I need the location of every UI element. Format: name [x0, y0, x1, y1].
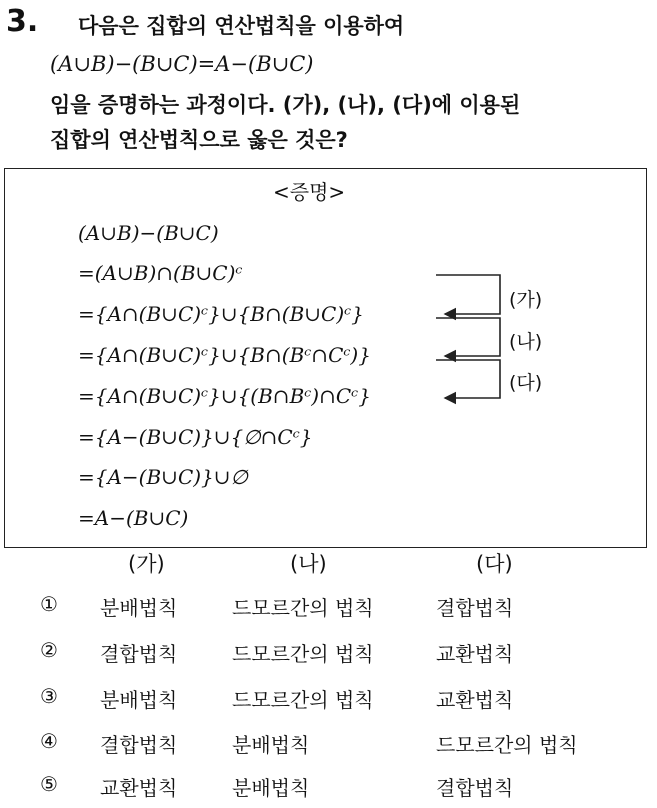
proof-step: ={A∩(B∪C)ᶜ}∪{(B∩Bᶜ)∩Cᶜ} [78, 384, 371, 408]
question-text-line4: 집합의 연산법칙으로 옳은 것은? [50, 128, 348, 152]
header-ga: (가) [128, 552, 165, 576]
option-cell-c: 결합법칙 [436, 776, 514, 800]
tag-na: (나) [509, 331, 543, 353]
proof-title: <증명> [273, 180, 346, 204]
option-number: ② [40, 638, 58, 662]
question-number: 3. [6, 4, 39, 39]
option-cell-b: 드모르간의 법칙 [232, 642, 374, 666]
arrow-ga [436, 275, 500, 314]
question-identity: (A∪B)−(B∪C)=A−(B∪C) [50, 52, 314, 76]
option-cell-b: 분배법칙 [232, 776, 310, 800]
proof-step: =A−(B∪C) [78, 506, 189, 530]
proof-step: ={A−(B∪C)}∪∅ [78, 465, 248, 489]
option-cell-a: 결합법칙 [100, 733, 178, 757]
proof-step: ={A∩(B∪C)ᶜ}∪{B∩(B∪C)ᶜ} [78, 302, 364, 326]
option-number: ① [40, 592, 58, 616]
header-na: (나) [290, 552, 327, 576]
option-cell-b: 드모르간의 법칙 [232, 688, 374, 712]
proof-step: =(A∪B)∩(B∪C)ᶜ [78, 261, 243, 285]
option-cell-c: 교환법칙 [436, 642, 514, 666]
question-text-line3: 임을 증명하는 과정이다. (가), (나), (다)에 이용된 [50, 93, 521, 117]
option-cell-a: 결합법칙 [100, 642, 178, 666]
arrow-na [436, 318, 500, 356]
question-text-line1: 다음은 집합의 연산법칙을 이용하여 [78, 14, 405, 38]
option-cell-a: 분배법칙 [100, 688, 178, 712]
proof-step: ={A∩(B∪C)ᶜ}∪{B∩(Bᶜ∩Cᶜ)} [78, 343, 371, 367]
arrow-da [436, 360, 500, 398]
option-number: ③ [40, 684, 58, 708]
option-cell-b: 드모르간의 법칙 [232, 596, 374, 620]
proof-step: ={A−(B∪C)}∪{∅∩Cᶜ} [78, 425, 313, 449]
option-number: ⑤ [40, 772, 58, 796]
option-number: ④ [40, 729, 58, 753]
proof-step: (A∪B)−(B∪C) [78, 221, 219, 245]
option-cell-c: 교환법칙 [436, 688, 514, 712]
option-cell-c: 결합법칙 [436, 596, 514, 620]
option-cell-c: 드모르간의 법칙 [436, 733, 578, 757]
header-da: (다) [476, 552, 513, 576]
option-cell-a: 분배법칙 [100, 596, 178, 620]
option-cell-b: 분배법칙 [232, 733, 310, 757]
tag-da: (다) [509, 372, 543, 394]
tag-ga: (가) [509, 289, 543, 311]
option-cell-a: 교환법칙 [100, 776, 178, 800]
